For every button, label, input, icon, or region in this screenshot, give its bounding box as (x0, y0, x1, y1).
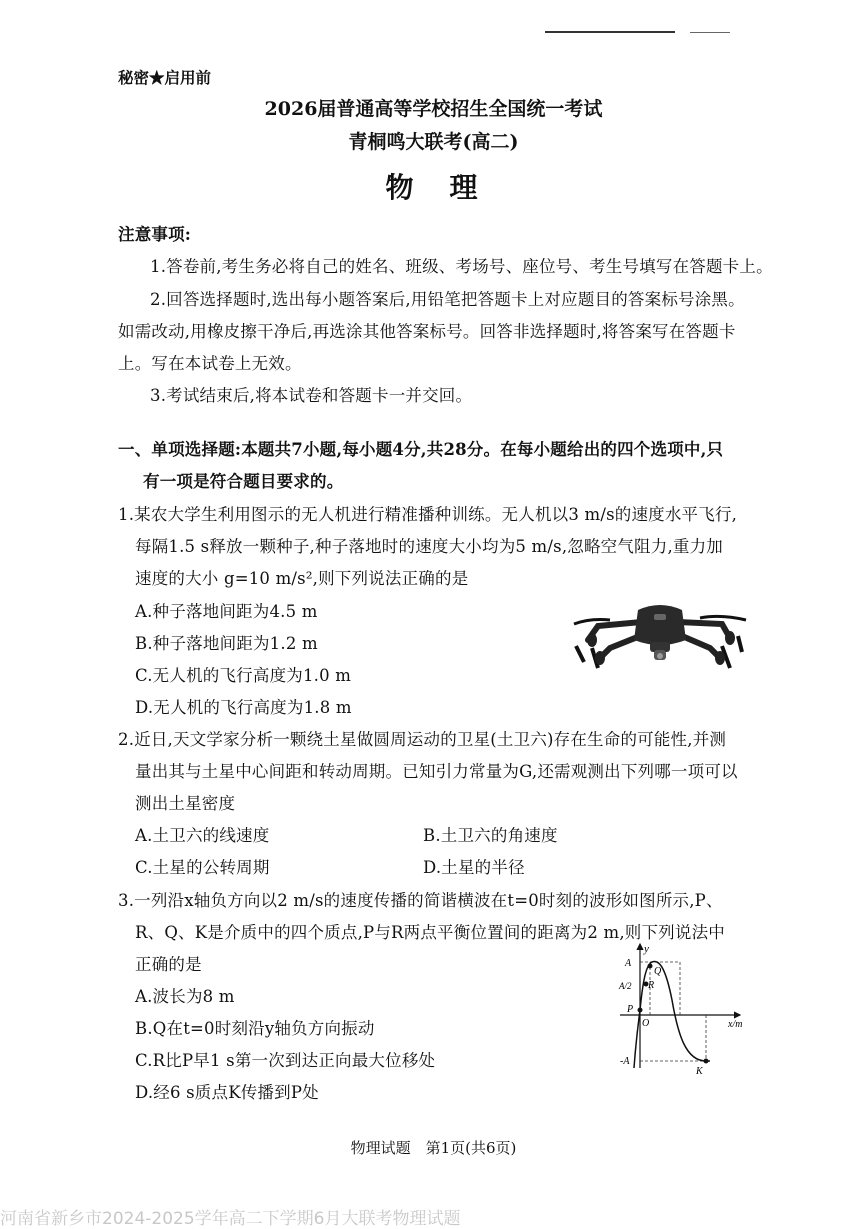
notice-title: 注意事项: (118, 225, 192, 244)
half-amplitude-label: A/2 (619, 981, 632, 991)
q2-option-a: A.土卫六的线速度 (135, 826, 270, 845)
scan-line (690, 32, 730, 33)
point-q (648, 964, 653, 969)
r-label: R (648, 980, 655, 991)
q1-option-b: B.种子落地间距为1.2 m (135, 634, 318, 653)
exam-title: 2026届普通高等学校招生全国统一考试 (264, 98, 603, 120)
origin-label: O (642, 1018, 650, 1029)
notice-item-2: 2.回答选择题时,选出每小题答案后,用铅笔把答题卡上对应题目的答案标号涂黑。 (150, 290, 745, 309)
notice-item-3: 3.考试结束后,将本试卷和答题卡一并交回。 (150, 386, 473, 405)
q3-stem: 正确的是 (135, 955, 202, 974)
point-k (704, 1059, 709, 1064)
y-axis-label: y (644, 943, 649, 955)
drone-image (570, 588, 750, 678)
notice-item-2-cont: 如需改动,用橡皮擦干净后,再选涂其他答案标号。回答非选择题时,将答案写在答题卡 (118, 322, 736, 341)
q3-option-d: D.经6 s质点K传播到P处 (135, 1083, 319, 1102)
secret-label: 秘密★启用前 (118, 68, 212, 87)
q3-option-b: B.Q在t=0时刻沿y轴负方向振动 (135, 1019, 375, 1038)
q3-option-c: C.R比P早1 s第一次到达正向最大位移处 (135, 1051, 436, 1070)
point-p (638, 1008, 643, 1013)
watermark-text: 河南省新乡市2024-2025学年高二下学期6月大联考物理试题 (0, 1209, 461, 1229)
q2-stem: 测出土星密度 (135, 794, 236, 813)
q1-option-d: D.无人机的飞行高度为1.8 m (135, 698, 352, 717)
q2-option-d: D.土星的半径 (423, 858, 525, 877)
notice-item-2-cont: 上。写在本试卷上无效。 (118, 354, 302, 373)
q1-stem: 1.某农大学生利用图示的无人机进行精准播种训练。无人机以3 m/s的速度水平飞行, (118, 505, 738, 524)
q1-stem: 每隔1.5 s释放一颗种子,种子落地时的速度大小均为5 m/s,忽略空气阻力,重力加 (135, 537, 724, 556)
q2-stem: 2.近日,天文学家分析一颗绕土星做圆周运动的卫星(土卫六)存在生命的可能性,并测 (118, 730, 727, 749)
amplitude-label: A (625, 958, 632, 969)
q3-stem: 3.一列沿x轴负方向以2 m/s的速度传播的简谐横波在t=0时刻的波形如图所示,P、 (118, 891, 723, 910)
q1-stem: 速度的大小 g=10 m/s²,则下列说法正确的是 (135, 569, 469, 588)
x-axis-label: x/m (728, 1019, 743, 1030)
q1-option-c: C.无人机的飞行高度为1.0 m (135, 666, 352, 685)
q3-option-a: A.波长为8 m (135, 987, 235, 1006)
q2-option-c: C.土星的公转周期 (135, 858, 270, 877)
q1-option-a: A.种子落地间距为4.5 m (135, 602, 318, 621)
p-label: P (627, 1004, 634, 1015)
section-heading-cont: 有一项是符合题目要求的。 (143, 472, 344, 491)
q3-stem: R、Q、K是介质中的四个质点,P与R两点平衡位置间的距离为2 m,则下列说法中 (135, 923, 725, 942)
exam-subtitle: 青桐鸣大联考(高二) (348, 131, 519, 153)
subject-title: 物 理 (385, 171, 482, 204)
section-heading: 一、单项选择题:本题共7小题,每小题4分,共28分。在每小题给出的四个选项中,只 (118, 440, 724, 459)
scan-line (545, 31, 675, 33)
q2-option-b: B.土卫六的角速度 (423, 826, 558, 845)
neg-amplitude-label: -A (620, 1056, 630, 1067)
q-label: Q (654, 966, 662, 977)
k-label: K (696, 1066, 703, 1077)
q2-stem: 量出其与土星中心间距和转动周期。已知引力常量为G,还需观测出下列哪一项可以 (135, 762, 738, 781)
wave-figure (610, 940, 760, 1075)
notice-item-1: 1.答卷前,考生务必将自己的姓名、班级、考场号、座位号、考生号填写在答题卡上。 (150, 257, 773, 276)
page-footer: 物理试题 第1页(共6页) (350, 1139, 517, 1157)
